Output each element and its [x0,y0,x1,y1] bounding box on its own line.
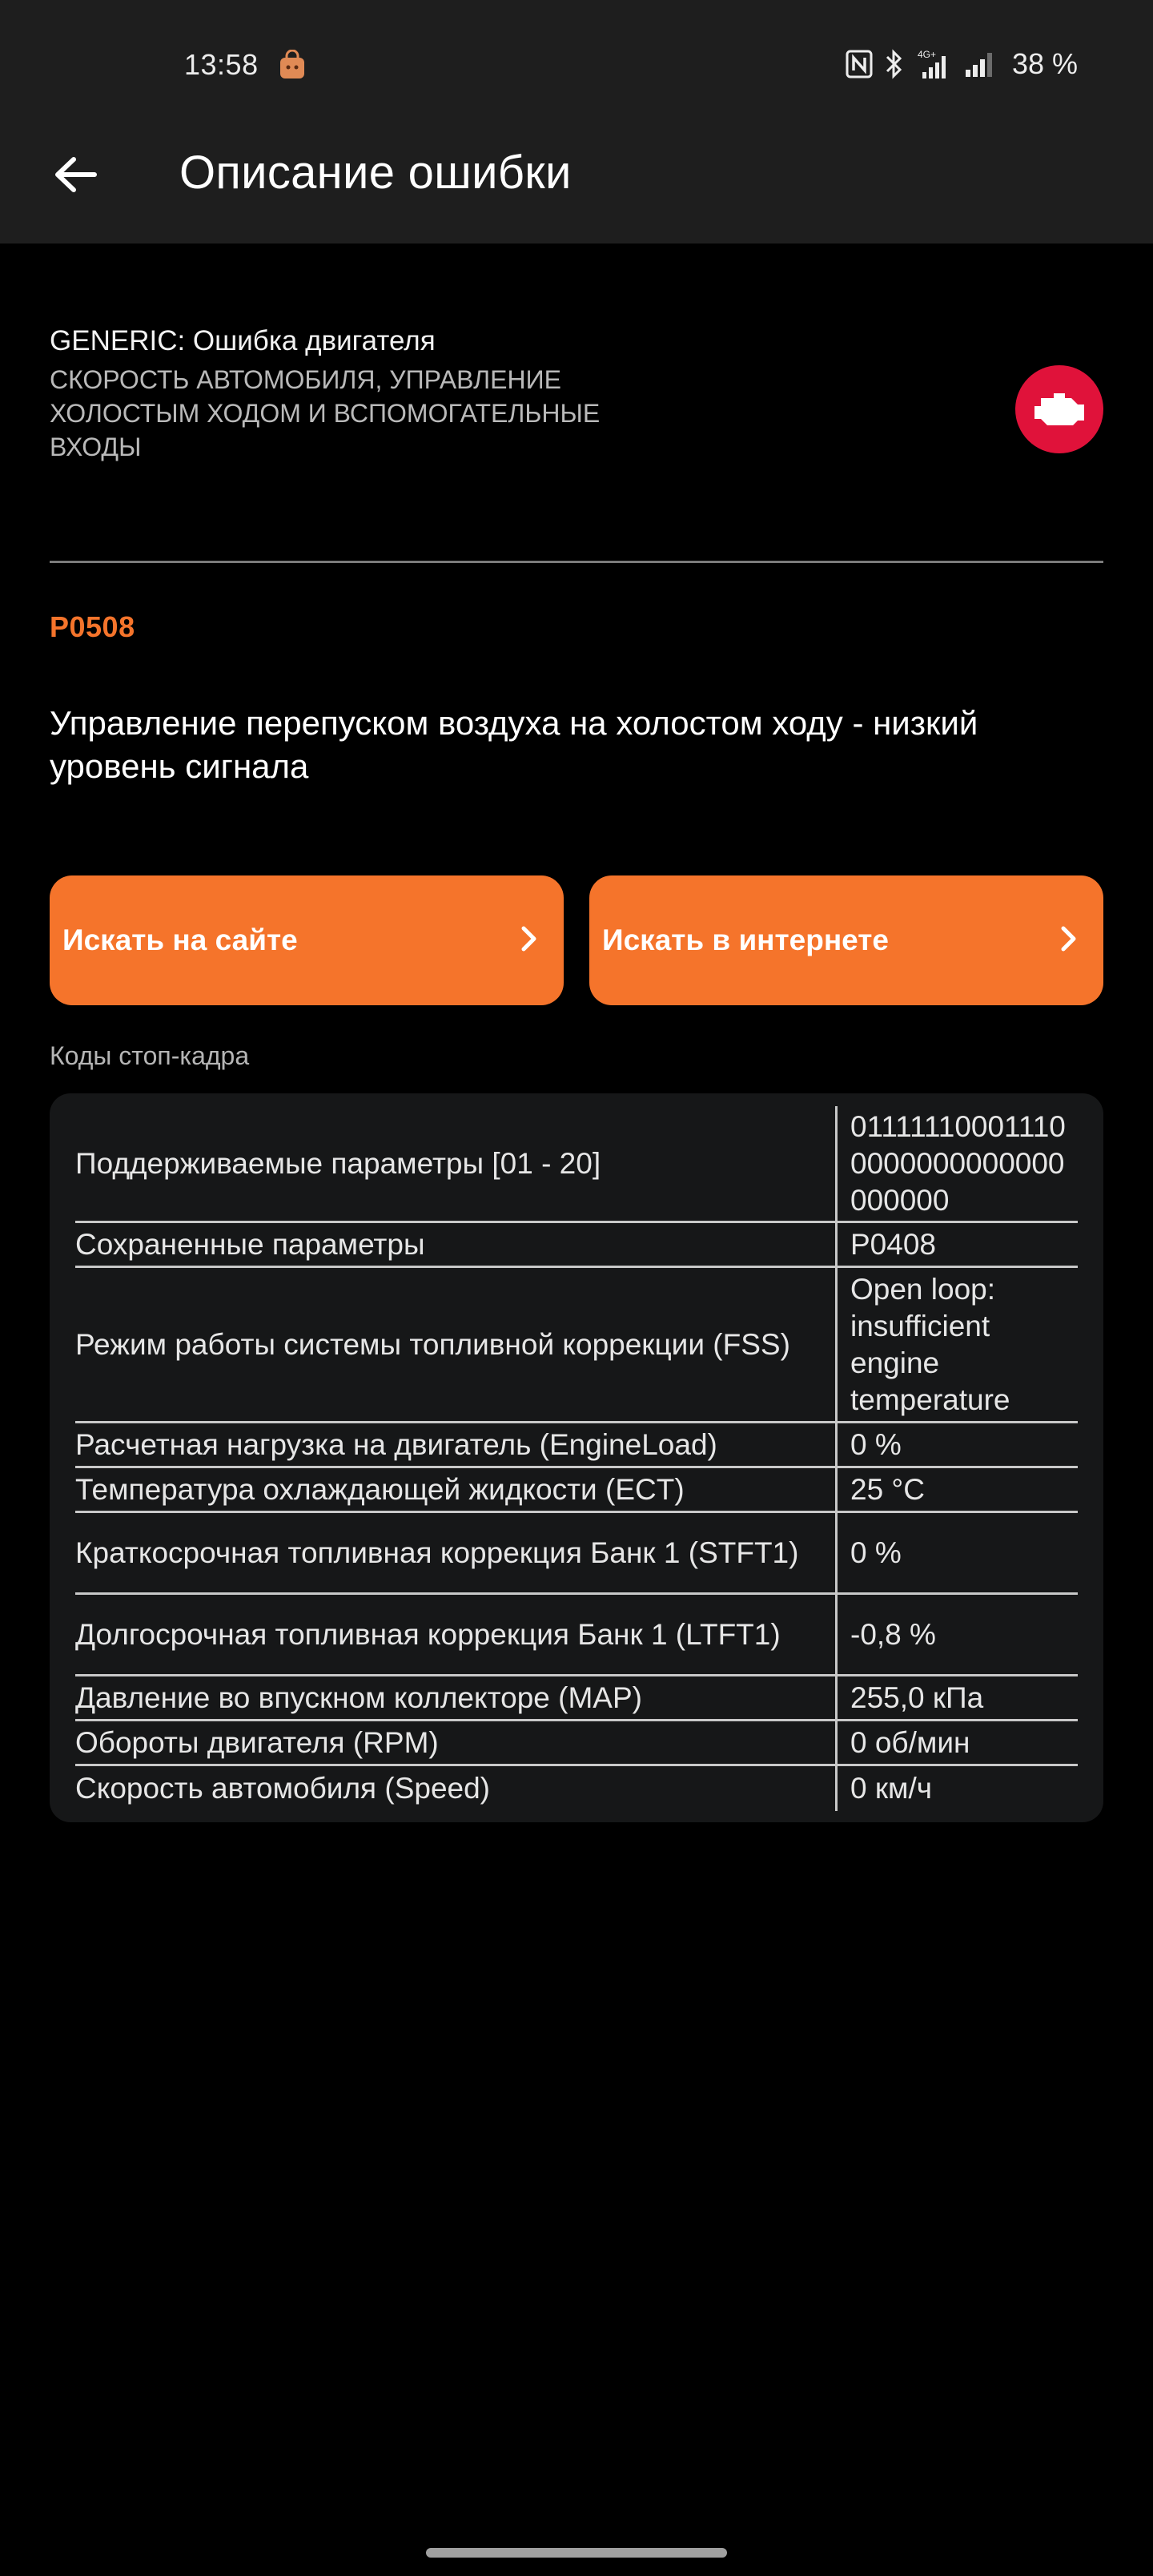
page-title: Описание ошибки [179,147,572,199]
shopping-bag-icon [277,50,307,80]
battery-level: 38 % [1011,47,1078,80]
freeze-frame-card [50,1093,1103,1822]
param-value: 0 об/мин [850,1725,970,1759]
signal-4g-icon [916,48,953,80]
check-engine-icon [1015,365,1103,453]
back-arrow-icon [53,155,98,199]
chevron-right-icon [1060,925,1078,956]
param-value: 0 км/ч [850,1772,933,1805]
search-web-button[interactable] [589,875,1103,1005]
home-indicator[interactable] [426,2548,727,2558]
app-toolbar [0,107,1153,244]
back-button[interactable] [35,136,115,216]
error-description: Управление перепуском воздуха на холостом ходу - низкий уровень сигнала [50,704,978,785]
table-row [75,1721,1078,1766]
table-row [75,1468,1078,1513]
param-value: 011111100011100000000000000000000 [850,1109,1066,1217]
error-category [50,319,1103,559]
freeze-frame-table [75,1106,1078,1811]
search-site-label: Искать на сайте [62,924,298,956]
table-row [75,1268,1078,1423]
status-time: 13:58 [184,48,259,81]
bluetooth-icon [884,49,905,79]
category-title: GENERIC: Ошибка двигателя [50,325,436,356]
param-name: Краткосрочная топливная коррекция Банк 1 (STFT1) [75,1513,838,1592]
table-row [75,1423,1078,1468]
signal-icon [964,50,996,78]
param-value: 25 °C [850,1472,925,1506]
table-row [75,1676,1078,1721]
param-name: Расчетная нагрузка на двигатель (EngineLoad) [75,1423,838,1466]
status-icons [846,46,1078,82]
search-web-label: Искать в интернете [602,924,889,956]
nfc-icon [846,50,873,78]
param-value: 0 % [850,1536,902,1569]
param-name: Сохраненные параметры [75,1223,838,1266]
status-bar [0,0,1153,107]
freeze-frame-label: Коды стоп-кадра [50,1041,250,1070]
param-value: -0,8 % [850,1617,936,1651]
param-name: Долгосрочная топливная коррекция Банк 1 (LTFT1) [75,1595,838,1674]
param-value: 255,0 кПа [850,1680,984,1714]
table-row [75,1223,1078,1268]
table-row [75,1766,1078,1811]
table-row [75,1106,1078,1223]
param-name: Поддерживаемые параметры [01 - 20] [75,1106,838,1221]
param-name: Скорость автомобиля (Speed) [75,1766,838,1811]
category-description: СКОРОСТЬ АВТОМОБИЛЯ, УПРАВЛЕНИЕ ХОЛОСТЫМ ХОДОМ И ВСПОМОГАТЕЛЬНЫЕ ВХОДЫ [50,365,601,461]
divider [50,561,1103,563]
chevron-right-icon [520,925,538,956]
search-site-button[interactable] [50,875,564,1005]
param-value: 0 % [850,1427,902,1461]
error-code: P0508 [50,610,135,643]
param-value: Open loop: insufficient engine temperature [850,1272,1010,1416]
param-name: Давление во впускном коллекторе (MAP) [75,1676,838,1719]
table-row [75,1513,1078,1595]
param-name: Обороты двигателя (RPM) [75,1721,838,1764]
svg-text:4G+: 4G+ [917,49,936,60]
param-name: Режим работы системы топливной коррекции (FSS) [75,1268,838,1421]
param-value: P0408 [850,1227,936,1261]
table-row [75,1595,1078,1676]
param-name: Температура охлаждающей жидкости (ECT) [75,1468,838,1511]
